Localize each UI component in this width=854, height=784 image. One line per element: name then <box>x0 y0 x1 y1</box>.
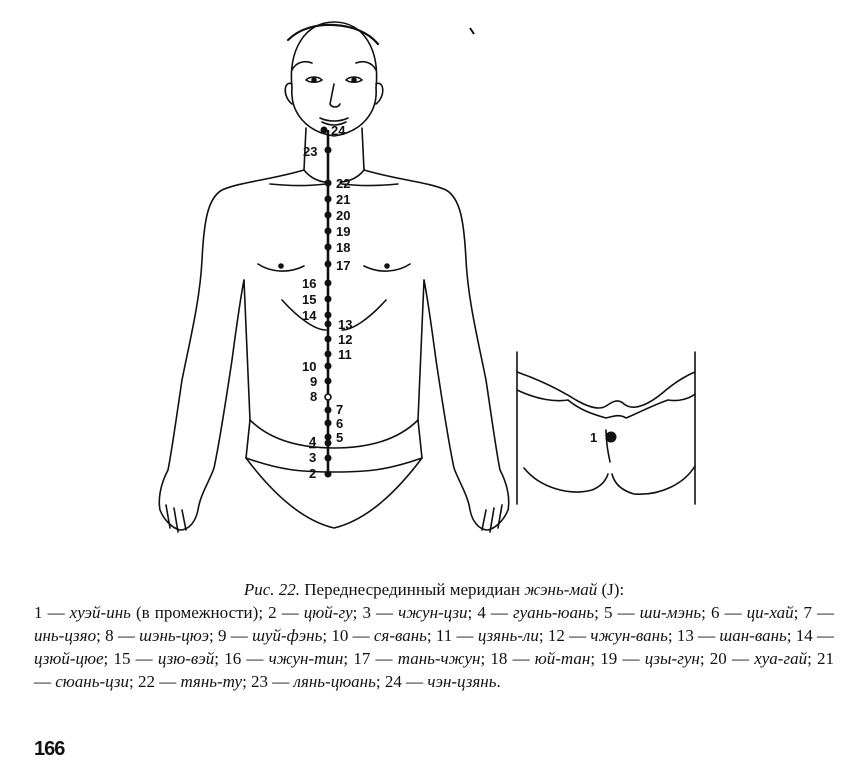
caption-title <box>34 578 834 601</box>
caption-entry-name: лянь-цюань <box>293 672 376 691</box>
caption-entry-number: 23 <box>251 672 269 691</box>
caption-entry-name: чжун-цзи <box>398 603 468 622</box>
caption-entry-name: цзю-вэй <box>157 649 215 668</box>
caption-entry: 11 — цзянь-ли; <box>435 626 548 645</box>
caption-entry-number: 19 <box>600 649 618 668</box>
caption-entry: 22 — тянь-ту; <box>137 672 252 691</box>
caption-entry-number: 24 <box>384 672 402 691</box>
caption-entry: 5 — ши-мэнь; <box>603 603 711 622</box>
caption-entry: 1 — хуэй-инь (в промежности); <box>34 603 269 622</box>
caption-entry-name: инь-цзяо <box>34 626 97 645</box>
caption-entry: 23 — лянь-цюань; <box>251 672 385 691</box>
caption-entry-name: хуа-гай <box>754 649 808 668</box>
point-label: 11 <box>338 347 352 362</box>
caption-entry-number: 20 <box>709 649 727 668</box>
caption-entry: 10 — ся-вань; <box>331 626 436 645</box>
caption-entry-number: 22 <box>137 672 155 691</box>
point-label: 8 <box>310 389 318 404</box>
caption-entry-number: 5 <box>603 603 613 622</box>
point-label: 6 <box>336 416 344 431</box>
caption-entry-number: 12 <box>547 626 565 645</box>
point-label: 13 <box>338 317 353 332</box>
caption-entry-name: цзы-гун <box>644 649 700 668</box>
figure-caption <box>34 578 834 693</box>
caption-entry: 7 — инь-цзяо; <box>34 603 835 645</box>
caption-entry-name: сюань-цзи <box>55 672 129 691</box>
caption-entry: 12 — чжун-вань; <box>547 626 677 645</box>
caption-entry-name: чжун-вань <box>590 626 668 645</box>
caption-entry: 18 — юй-тан; <box>490 649 601 668</box>
caption-entry-number: 8 <box>105 626 114 645</box>
inset-point-label: 1 <box>590 430 598 445</box>
caption-entry-name: ся-вань <box>373 626 427 645</box>
point-label: 15 <box>302 292 317 307</box>
caption-entry-name: гуань-юань <box>513 603 595 622</box>
point-label: 22 <box>336 176 351 191</box>
caption-entry-name: чэн-цзянь <box>427 672 497 691</box>
caption-entry-number: 16 <box>224 649 242 668</box>
caption-entry-number: 18 <box>490 649 508 668</box>
print-mark <box>470 28 474 34</box>
caption-entry-number: 9 <box>218 626 227 645</box>
caption-entry: 2 — цюй-гу; <box>268 603 363 622</box>
caption-entry-number: 4 <box>477 603 486 622</box>
caption-entry-number: 14 <box>795 626 813 645</box>
caption-entry-name: чжун-тин <box>268 649 344 668</box>
caption-entry: 9 — шуй-фэнь; <box>218 626 332 645</box>
caption-entry-name: шэнь-цюэ <box>139 626 210 645</box>
caption-entry: 20 — хуа-гай; <box>709 649 818 668</box>
caption-entry-name: хуэй-инь <box>69 603 131 622</box>
perineum-inset <box>517 352 695 504</box>
point-label: 19 <box>336 224 351 239</box>
caption-entry: 6 — ци-хай; <box>710 603 804 622</box>
point-label: 17 <box>336 258 351 273</box>
caption-entry-name: юй-тан <box>534 649 591 668</box>
caption-entry-name: шан-вань <box>719 626 787 645</box>
point-label: 21 <box>336 192 351 207</box>
caption-entry-number: 3 <box>362 603 371 622</box>
caption-entry-name: цзянь-ли <box>477 626 539 645</box>
caption-meridian-name: жэнь-май <box>524 580 598 599</box>
caption-title-text: Переднесрединный меридиан <box>300 580 525 599</box>
caption-entry-number: 13 <box>676 626 694 645</box>
caption-entries <box>34 601 834 693</box>
point-label: 18 <box>336 240 351 255</box>
point-label: 16 <box>302 276 317 291</box>
caption-entry: 16 — чжун-тин; <box>224 649 354 668</box>
caption-entry: 19 — цзы-гун; <box>600 649 710 668</box>
caption-entry: 4 — гуань-юань; <box>477 603 604 622</box>
point-label: 3 <box>309 450 317 465</box>
point-label: 7 <box>336 402 344 417</box>
caption-entry: 17 — тань-чжун; <box>353 649 491 668</box>
point-label: 10 <box>302 359 317 374</box>
caption-meridian-code: (J): <box>597 580 625 599</box>
caption-entry: 13 — шан-вань; <box>676 626 796 645</box>
caption-entry-note: (в промежности) <box>130 603 259 622</box>
caption-entry-name: ци-хай <box>746 603 794 622</box>
caption-entry: 3 — чжун-цзи; <box>362 603 478 622</box>
point-label: 2 <box>309 466 317 481</box>
caption-entry-number: 1 <box>34 603 43 622</box>
caption-entry-name: цзюй-цюе <box>34 649 104 668</box>
caption-fig-label: Рис. 22. <box>243 580 301 599</box>
caption-entry-number: 10 <box>331 626 349 645</box>
caption-entry-name: шуй-фэнь <box>252 626 323 645</box>
point-label: 5 <box>336 430 344 445</box>
inset-point-dot <box>606 432 617 443</box>
caption-entry-number: 21 <box>817 649 835 668</box>
point-label: 24 <box>331 123 346 138</box>
body-outline <box>159 22 508 532</box>
caption-entry-number: 15 <box>113 649 131 668</box>
caption-entry-number: 6 <box>710 603 720 622</box>
point-label: 9 <box>310 374 318 389</box>
caption-entry-name: тань-чжун <box>397 649 481 668</box>
caption-entry: 21 — сюань-цзи; <box>34 649 835 691</box>
point-label: 14 <box>302 308 317 323</box>
caption-entry: 15 — цзю-вэй; <box>113 649 225 668</box>
page-number: 166 <box>34 738 65 760</box>
caption-entry-number: 7 <box>803 603 812 622</box>
caption-entry-number: 11 <box>435 626 453 645</box>
caption-entry: 14 — цзюй-цюе; <box>34 626 835 668</box>
caption-entry-name: тянь-ту <box>180 672 243 691</box>
caption-entry: 24 — чэн-цзянь. <box>384 672 501 691</box>
point-label: 12 <box>338 332 353 347</box>
caption-entry-number: 2 <box>268 603 277 622</box>
point-label: 4 <box>309 434 317 449</box>
caption-entry-name: цюй-гу <box>303 603 353 622</box>
point-label: 23 <box>303 144 318 159</box>
point-label: 20 <box>336 208 351 223</box>
point-dots <box>321 127 332 478</box>
caption-entry: 8 — шэнь-цюэ; <box>105 626 219 645</box>
caption-entry-number: 17 <box>353 649 371 668</box>
caption-entry-name: ши-мэнь <box>639 603 702 622</box>
